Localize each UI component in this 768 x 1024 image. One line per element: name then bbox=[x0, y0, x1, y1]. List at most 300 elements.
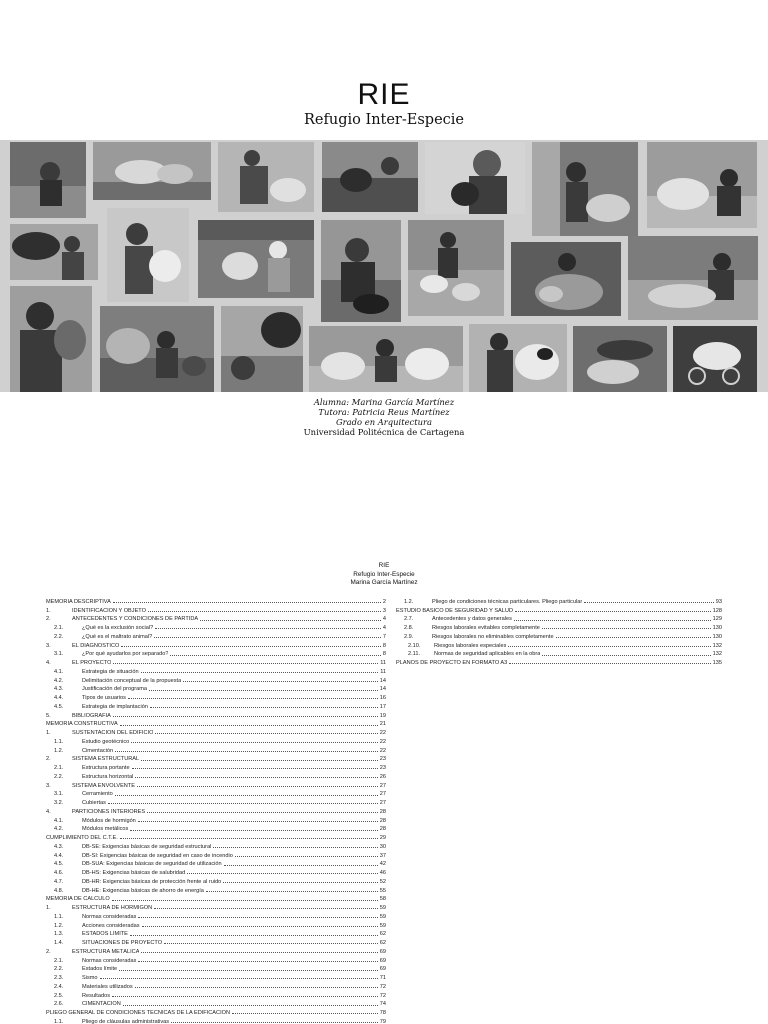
toc-entry-number: 2.1. bbox=[54, 957, 64, 964]
toc-entry-title: Estudio geotécnico bbox=[82, 738, 130, 745]
toc-dot-leader bbox=[123, 1005, 378, 1006]
toc-dot-leader bbox=[155, 733, 377, 734]
toc-entry[interactable] bbox=[46, 946, 386, 955]
credit-degree: Grado en Arquitectura bbox=[335, 417, 433, 427]
toc-entry-page: 3 bbox=[382, 607, 386, 614]
toc-entry-title: Materiales utilizados bbox=[82, 983, 133, 990]
toc-entry-title: SITUACIONES DE PROYECTO bbox=[82, 940, 163, 946]
toc-entry-number: 4.5. bbox=[54, 861, 64, 868]
toc-entry[interactable] bbox=[46, 859, 386, 868]
toc-dot-leader bbox=[130, 830, 377, 831]
toc-dot-leader bbox=[183, 681, 378, 682]
toc-entry-number: 1. bbox=[46, 905, 51, 911]
toc-entry-number: 2.6. bbox=[54, 1001, 64, 1008]
toc-entry-page: 79 bbox=[379, 1018, 386, 1024]
toc-dot-leader bbox=[584, 602, 714, 603]
toc-dot-leader bbox=[141, 672, 379, 673]
toc-dot-leader bbox=[509, 663, 710, 664]
toc-entry-title: PARTICIONES INTERIORES bbox=[72, 808, 146, 815]
toc-entry[interactable] bbox=[46, 850, 386, 859]
toc-entry-title: MEMORIA DESCRIPTIVA bbox=[46, 598, 111, 605]
toc-entry-page: 62 bbox=[379, 940, 386, 946]
toc-entry[interactable] bbox=[46, 666, 386, 675]
toc-entry-number: 2.2. bbox=[54, 966, 64, 973]
toc-entry[interactable] bbox=[46, 596, 386, 605]
toc-entry-page: 14 bbox=[379, 677, 386, 684]
toc-entry[interactable] bbox=[46, 832, 386, 841]
toc-entry-number: 2.1. bbox=[54, 765, 64, 771]
photo-dogs-sofa bbox=[322, 142, 418, 212]
toc-dot-leader bbox=[137, 786, 378, 787]
toc-dot-leader bbox=[206, 891, 378, 892]
toc-entry[interactable] bbox=[396, 614, 722, 623]
toc-entry-number: 2.2. bbox=[54, 633, 64, 640]
toc-entry-number: 2.7. bbox=[404, 616, 414, 623]
photo-person-with-goat bbox=[218, 142, 314, 212]
toc-dot-leader bbox=[515, 611, 711, 612]
toc-entry-title: Estructura portante bbox=[82, 765, 130, 771]
toc-entry-title: DB-SUA: Exigencias básicas de seguridad de utilización bbox=[82, 861, 222, 868]
toc-entry-page: 55 bbox=[379, 887, 386, 894]
toc-entry-number: 2.11. bbox=[408, 651, 421, 658]
toc-entry[interactable] bbox=[46, 745, 386, 754]
toc-entry-number: 4.8. bbox=[54, 887, 64, 894]
photo-woman-with-goat bbox=[107, 208, 189, 302]
toc-entry-title: EL PROYECTO bbox=[72, 660, 112, 666]
toc-entry-page: 69 bbox=[379, 966, 386, 973]
toc-entry-page: 59 bbox=[379, 922, 386, 929]
toc-dot-leader bbox=[141, 952, 377, 953]
toc-entry-title: SUSTENTACIÓN DEL EDIFICIO bbox=[72, 730, 154, 736]
toc-dot-leader bbox=[100, 978, 378, 979]
toc-entry-title: PLANOS DE PROYECTO EN FORMATO A3 bbox=[396, 660, 508, 666]
toc-entry-number: 1.1. bbox=[54, 913, 64, 920]
photo-pigs bbox=[93, 142, 211, 200]
toc-entry[interactable] bbox=[46, 710, 386, 719]
toc-entry-number: 4.5. bbox=[54, 703, 64, 710]
toc-dot-leader bbox=[131, 742, 377, 743]
toc-entry-page: 28 bbox=[379, 826, 386, 833]
toc-entry-page: 30 bbox=[379, 843, 386, 850]
toc-entry-page: 19 bbox=[379, 712, 386, 719]
toc-entry-page: 59 bbox=[379, 905, 386, 911]
toc-dot-leader bbox=[132, 768, 378, 769]
toc-entry-title: Riesgos laborales especiales bbox=[434, 642, 507, 649]
photo-woman-with-sheep-and-pig bbox=[309, 326, 463, 392]
toc-entry[interactable] bbox=[46, 649, 386, 658]
toc-entry-number: 2.10. bbox=[408, 642, 421, 649]
toc-entry[interactable] bbox=[46, 990, 386, 999]
toc-entry-page: 7 bbox=[382, 633, 386, 640]
toc-entry[interactable] bbox=[46, 701, 386, 710]
toc-entry-title: SISTEMA ESTRUCTURAL bbox=[72, 756, 140, 763]
table-of-contents-right bbox=[396, 596, 722, 666]
toc-entry-title: Estructura horizontal bbox=[82, 773, 134, 780]
toc-dot-leader bbox=[138, 961, 377, 962]
toc-dot-leader bbox=[119, 970, 378, 971]
toc-entry-number: 1.1. bbox=[54, 738, 64, 745]
toc-entry[interactable] bbox=[46, 920, 386, 929]
toc-entry-page: 2 bbox=[382, 598, 386, 605]
toc-entry-title: Riesgos laborales evitables completamente bbox=[432, 625, 540, 631]
toc-entry[interactable] bbox=[46, 902, 386, 911]
toc-entry[interactable] bbox=[46, 631, 386, 640]
toc-entry[interactable] bbox=[46, 684, 386, 693]
photo-woman-with-sheep bbox=[647, 142, 757, 228]
toc-entry-page: 62 bbox=[379, 931, 386, 938]
toc-dot-leader bbox=[115, 795, 378, 796]
photo-cow-and-dog bbox=[221, 306, 303, 392]
toc-entry-page: 59 bbox=[379, 913, 386, 920]
toc-entry-number: 2.1. bbox=[54, 625, 64, 631]
toc-entry-page: 8 bbox=[382, 642, 386, 649]
toc-entry-title: Tipos de usuarios bbox=[82, 695, 126, 701]
toc-entry[interactable] bbox=[46, 867, 386, 876]
photo-man-with-horse-and-dog bbox=[100, 306, 214, 392]
toc-entry[interactable] bbox=[46, 841, 386, 850]
toc-entry[interactable] bbox=[46, 1016, 386, 1024]
toc-entry-page: 42 bbox=[379, 861, 386, 868]
toc-entry-title: Justificación del programa bbox=[82, 686, 147, 693]
toc-entry[interactable] bbox=[46, 789, 386, 798]
index-title: RIE bbox=[378, 562, 390, 569]
toc-entry-title: IDENTIFICACIÓN Y OBJETO bbox=[72, 607, 146, 614]
photo-woman-with-dog-garden bbox=[532, 142, 638, 236]
toc-entry-title: ESTRUCTURA DE HORMIGÓN bbox=[72, 905, 153, 911]
toc-entry-page: 22 bbox=[379, 738, 386, 745]
toc-entry-page: 28 bbox=[379, 817, 386, 824]
toc-entry[interactable] bbox=[396, 596, 722, 605]
toc-entry[interactable] bbox=[46, 999, 386, 1008]
toc-entry-page: 17 bbox=[379, 703, 386, 710]
toc-entry[interactable] bbox=[46, 955, 386, 964]
toc-entry[interactable] bbox=[46, 754, 386, 763]
toc-dot-leader bbox=[141, 760, 378, 761]
toc-entry-number: 1.2. bbox=[54, 747, 64, 754]
toc-entry-number: 1.1. bbox=[54, 1018, 64, 1024]
toc-entry-title: MEMORIA CONSTRUCTIVA bbox=[46, 721, 118, 728]
table-of-contents-left bbox=[46, 596, 386, 1024]
toc-entry-page: 4 bbox=[382, 616, 386, 623]
toc-entry-number: 4.7. bbox=[54, 878, 64, 885]
toc-dot-leader bbox=[113, 663, 378, 664]
toc-entry-number: 2. bbox=[46, 756, 51, 763]
toc-entry-number: 1.2. bbox=[404, 598, 414, 605]
toc-entry-page: 93 bbox=[715, 598, 722, 605]
toc-entry[interactable] bbox=[46, 929, 386, 938]
toc-entry[interactable] bbox=[46, 876, 386, 885]
toc-dot-leader bbox=[200, 620, 381, 621]
toc-entry-number: 4.6. bbox=[54, 870, 64, 876]
toc-entry-title: Pliego de cláusulas administrativas bbox=[82, 1018, 170, 1024]
toc-dot-leader bbox=[115, 751, 378, 752]
toc-entry-page: 27 bbox=[379, 800, 386, 806]
toc-entry[interactable] bbox=[396, 640, 722, 649]
toc-entry[interactable] bbox=[396, 649, 722, 658]
toc-entry-number: 2.4. bbox=[54, 983, 64, 990]
toc-entry-number: 3.1. bbox=[54, 791, 64, 798]
toc-entry-number: 1. bbox=[46, 730, 51, 736]
toc-dot-leader bbox=[213, 847, 377, 848]
toc-entry-number: 2.9. bbox=[404, 633, 414, 640]
toc-dot-leader bbox=[108, 803, 378, 804]
toc-entry-page: 22 bbox=[379, 730, 386, 736]
toc-entry-title: CIMENTACIÓN bbox=[82, 1001, 121, 1008]
toc-entry-number: 2. bbox=[46, 616, 51, 623]
toc-dot-leader bbox=[556, 637, 711, 638]
toc-entry-title: Cimentación bbox=[82, 747, 114, 754]
toc-entry[interactable] bbox=[46, 727, 386, 736]
toc-entry[interactable] bbox=[396, 631, 722, 640]
toc-entry-page: 16 bbox=[379, 695, 386, 701]
toc-dot-leader bbox=[112, 900, 378, 901]
toc-entry[interactable] bbox=[46, 815, 386, 824]
toc-entry-title: BIBLIOGRAFÍA bbox=[72, 712, 111, 719]
toc-entry-page: 27 bbox=[379, 791, 386, 798]
toc-dot-leader bbox=[142, 926, 378, 927]
toc-entry-page: 4 bbox=[382, 625, 386, 631]
toc-entry-page: 21 bbox=[379, 721, 386, 728]
toc-entry-number: 1.4. bbox=[54, 940, 64, 946]
cover-subtitle: Refugio Inter-Especie bbox=[304, 112, 464, 128]
toc-entry-number: 4.1. bbox=[54, 817, 64, 824]
toc-entry-title: Módulos de hormigón bbox=[82, 817, 136, 824]
toc-entry-page: 132 bbox=[712, 651, 722, 658]
toc-entry-title: ESTADOS LÍMITE bbox=[82, 931, 128, 938]
toc-entry-title: Estrategia de implantación bbox=[82, 703, 148, 710]
photo-pig-wheelchair bbox=[673, 326, 757, 392]
toc-dot-leader bbox=[113, 602, 381, 603]
toc-dot-leader bbox=[170, 655, 380, 656]
toc-entry[interactable] bbox=[46, 972, 386, 981]
toc-entry-number: 4.2. bbox=[54, 826, 64, 833]
toc-entry-page: 52 bbox=[379, 878, 386, 885]
toc-entry-page: 74 bbox=[379, 1001, 386, 1008]
toc-dot-leader bbox=[130, 935, 378, 936]
toc-entry-page: 27 bbox=[379, 782, 386, 789]
toc-entry-page: 69 bbox=[379, 957, 386, 964]
toc-entry-number: 2. bbox=[46, 948, 51, 955]
toc-entry-page: 11 bbox=[380, 660, 386, 666]
toc-entry-title: Resultados bbox=[82, 992, 110, 999]
toc-entry[interactable] bbox=[46, 675, 386, 684]
photo-woman-with-dog bbox=[425, 142, 525, 214]
toc-dot-leader bbox=[112, 996, 378, 997]
photo-woman-lying-with-dog bbox=[573, 326, 667, 392]
toc-entry[interactable] bbox=[46, 797, 386, 806]
toc-entry-number: 3.2. bbox=[54, 800, 64, 806]
toc-entry[interactable] bbox=[396, 605, 722, 614]
toc-entry[interactable] bbox=[46, 885, 386, 894]
toc-entry-number: 2.3. bbox=[54, 975, 64, 981]
photo-woman-with-deer bbox=[10, 286, 92, 392]
toc-entry[interactable] bbox=[46, 981, 386, 990]
toc-entry-page: 23 bbox=[379, 756, 386, 763]
toc-entry[interactable] bbox=[46, 771, 386, 780]
toc-entry-page: 26 bbox=[379, 773, 386, 780]
toc-entry[interactable] bbox=[46, 719, 386, 728]
photo-person-with-sheep-field bbox=[408, 220, 504, 316]
toc-dot-leader bbox=[147, 812, 378, 813]
toc-entry-title: Estrategia de situación bbox=[82, 668, 139, 675]
toc-entry-number: 5. bbox=[46, 712, 51, 719]
credit-university: Universidad Politécnica de Cartagena bbox=[303, 427, 465, 437]
toc-dot-leader bbox=[120, 725, 378, 726]
toc-entry-title: MEMORIA DE CÁLCULO bbox=[46, 896, 110, 903]
toc-entry-title: EL DIAGNÓSTICO bbox=[72, 642, 120, 649]
toc-entry-number: 4. bbox=[46, 660, 51, 666]
toc-entry-title: Delimitación conceptual de la propuesta bbox=[82, 677, 182, 684]
toc-entry[interactable] bbox=[46, 614, 386, 623]
toc-entry[interactable] bbox=[46, 806, 386, 815]
toc-dot-leader bbox=[171, 1022, 378, 1023]
toc-entry-page: 135 bbox=[712, 660, 722, 666]
toc-dot-leader bbox=[542, 628, 711, 629]
toc-entry[interactable] bbox=[396, 657, 722, 666]
toc-entry-title: DB-HR: Exigencias básicas de protección frente al ruido bbox=[82, 878, 222, 885]
toc-entry[interactable] bbox=[46, 692, 386, 701]
toc-entry-page: 23 bbox=[379, 765, 386, 771]
toc-entry[interactable] bbox=[46, 762, 386, 771]
toc-entry[interactable] bbox=[46, 911, 386, 920]
toc-entry[interactable] bbox=[46, 622, 386, 631]
toc-dot-leader bbox=[135, 987, 378, 988]
toc-entry-number: 3. bbox=[46, 642, 51, 649]
toc-entry-number: 4.3. bbox=[54, 843, 64, 850]
toc-entry-page: 28 bbox=[379, 808, 386, 815]
toc-dot-leader bbox=[150, 707, 378, 708]
toc-entry[interactable] bbox=[46, 736, 386, 745]
toc-entry-title: DB-HS: Exigencias básicas de salubridad bbox=[82, 870, 186, 876]
photo-man-with-dog-street bbox=[628, 236, 758, 320]
toc-dot-leader bbox=[223, 882, 377, 883]
toc-entry[interactable] bbox=[46, 657, 386, 666]
toc-entry[interactable] bbox=[46, 824, 386, 833]
toc-entry[interactable] bbox=[46, 964, 386, 973]
toc-dot-leader bbox=[138, 821, 378, 822]
toc-entry-title: ¿Qué es el maltrato animal? bbox=[82, 633, 153, 640]
toc-entry[interactable] bbox=[46, 1007, 386, 1016]
toc-entry-number: 4.3. bbox=[54, 686, 64, 693]
toc-dot-leader bbox=[224, 865, 378, 866]
toc-entry-page: 72 bbox=[379, 983, 386, 990]
toc-entry-page: 132 bbox=[712, 642, 722, 649]
toc-entry[interactable] bbox=[46, 605, 386, 614]
index-header bbox=[0, 562, 768, 588]
photo-man-with-horse bbox=[10, 224, 98, 280]
toc-entry-title: DB-HE: Exigencias básicas de ahorro de energía bbox=[82, 887, 204, 894]
toc-entry-page: 46 bbox=[379, 870, 386, 876]
toc-entry-title: Cerramiento bbox=[82, 791, 113, 798]
toc-entry-title: ESTRUCTURA METÁLICA bbox=[72, 948, 140, 955]
toc-dot-leader bbox=[232, 1013, 378, 1014]
toc-entry-title: ESTUDIO BÁSICO DE SEGURIDAD Y SALUD bbox=[396, 607, 513, 614]
toc-entry-title: Normas consideradas bbox=[82, 913, 137, 920]
toc-entry-page: 22 bbox=[379, 747, 386, 754]
credit-tutor: Tutora: Patricia Reus Martínez bbox=[318, 407, 450, 417]
toc-entry[interactable] bbox=[46, 780, 386, 789]
toc-dot-leader bbox=[121, 646, 381, 647]
toc-entry-page: 129 bbox=[712, 616, 722, 623]
toc-dot-leader bbox=[164, 943, 378, 944]
photo-person-with-dog-grass bbox=[321, 220, 401, 322]
photo-child-with-goat bbox=[198, 220, 314, 298]
toc-entry-page: 14 bbox=[379, 686, 386, 693]
toc-dot-leader bbox=[149, 690, 378, 691]
toc-dot-leader bbox=[154, 908, 378, 909]
toc-entry-number: 3.1. bbox=[54, 651, 64, 658]
toc-entry[interactable] bbox=[46, 640, 386, 649]
toc-dot-leader bbox=[155, 628, 381, 629]
toc-entry-page: 128 bbox=[712, 607, 722, 614]
toc-entry[interactable] bbox=[46, 937, 386, 946]
toc-entry-title: SISTEMA ENVOLVENTE bbox=[72, 782, 135, 789]
toc-entry[interactable] bbox=[46, 894, 386, 903]
toc-entry-page: 71 bbox=[379, 975, 386, 981]
toc-entry-title: ¿Qué es la exclusión social? bbox=[82, 625, 154, 631]
toc-entry-title: Cubiertas bbox=[82, 800, 106, 806]
toc-entry-number: 4.4. bbox=[54, 695, 64, 701]
toc-dot-leader bbox=[154, 637, 381, 638]
toc-entry-page: 72 bbox=[379, 992, 386, 999]
toc-entry-page: 69 bbox=[379, 948, 386, 955]
photo-horse-riders bbox=[10, 142, 86, 218]
toc-entry-title: Módulos metálicos bbox=[82, 826, 129, 833]
toc-entry-title: Acciones consideradas bbox=[82, 922, 140, 929]
toc-entry-title: Riesgos laborales no eliminables completamente bbox=[432, 633, 554, 640]
toc-entry-number: 4.4. bbox=[54, 852, 64, 859]
toc-entry-title: ANTECEDENTES Y CONDICIONES DE PARTIDA bbox=[72, 616, 199, 623]
toc-entry-number: 2.2. bbox=[54, 773, 64, 780]
photo-man-with-calf bbox=[469, 324, 567, 392]
toc-entry-title: DB-SE: Exigencias básicas de seguridad estructural bbox=[82, 843, 212, 850]
toc-entry-number: 2.5. bbox=[54, 992, 64, 999]
toc-entry-title: Pliego de condiciones técnicas particulares. Pliego particular bbox=[432, 598, 583, 605]
toc-dot-leader bbox=[113, 716, 378, 717]
toc-entry-title: PLIEGO GENERAL DE CONDICIONES TÉCNICAS DE LA EDIFICACIÓN bbox=[46, 1010, 231, 1016]
toc-dot-leader bbox=[187, 873, 378, 874]
toc-dot-leader bbox=[542, 655, 710, 656]
toc-dot-leader bbox=[508, 646, 710, 647]
toc-entry[interactable] bbox=[396, 622, 722, 631]
toc-entry-page: 130 bbox=[712, 633, 722, 640]
toc-entry-page: 8 bbox=[382, 651, 386, 658]
toc-dot-leader bbox=[514, 620, 711, 621]
toc-entry-number: 1. bbox=[46, 607, 51, 614]
cover-title: RIE bbox=[357, 78, 411, 111]
toc-entry-page: 37 bbox=[379, 852, 386, 859]
index-subtitle: Refugio Inter-Especie bbox=[353, 570, 415, 578]
credit-student: Alumna: Marina García Martínez bbox=[313, 397, 455, 407]
toc-dot-leader bbox=[135, 777, 377, 778]
toc-entry-page: 78 bbox=[379, 1010, 386, 1016]
toc-dot-leader bbox=[138, 917, 377, 918]
toc-entry-page: 58 bbox=[379, 896, 386, 903]
photo-man-with-dogs-blanket bbox=[511, 242, 621, 316]
toc-entry-number: 1.3. bbox=[54, 931, 64, 938]
toc-entry-page: 11 bbox=[380, 668, 386, 675]
toc-entry-page: 130 bbox=[712, 625, 722, 631]
toc-entry-title: CUMPLIMIENTO DEL C.T.E. bbox=[46, 835, 118, 841]
toc-entry-title: DB-SI: Exigencias básicas de seguridad en caso de incendio bbox=[82, 852, 233, 859]
toc-entry-number: 3. bbox=[46, 782, 51, 789]
toc-entry-title: Normas consideradas bbox=[82, 957, 137, 964]
toc-dot-leader bbox=[128, 698, 378, 699]
toc-entry-number: 4. bbox=[46, 808, 51, 815]
toc-entry-title: Normas de seguridad aplicables en la obra bbox=[434, 651, 541, 658]
toc-entry-page: 29 bbox=[379, 835, 386, 841]
toc-entry-number: 2.8. bbox=[404, 625, 414, 631]
